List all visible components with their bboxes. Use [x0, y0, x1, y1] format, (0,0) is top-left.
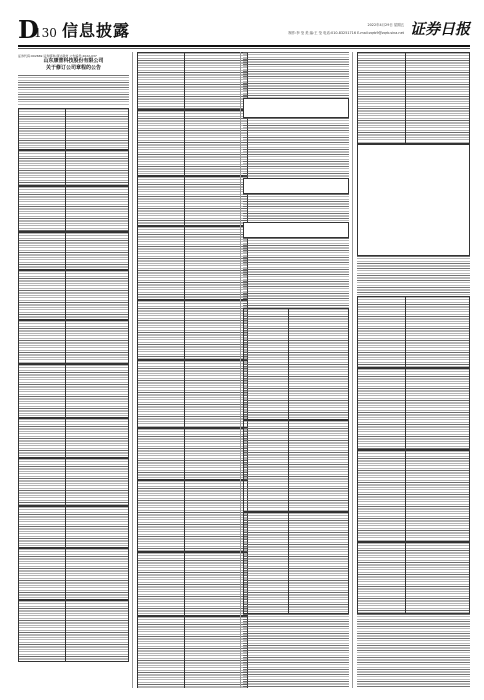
amendment-table — [357, 450, 470, 542]
amendment-table — [357, 296, 470, 368]
amendment-table — [137, 176, 248, 226]
body-text — [18, 75, 129, 105]
notice-title: 关于修订公司章程的公告 — [45, 65, 101, 71]
amendment-table — [357, 368, 470, 450]
amendment-table — [18, 232, 129, 270]
page-letter: D — [18, 15, 39, 44]
masthead-logo: 证券日报 — [409, 20, 470, 38]
page-header — [18, 15, 470, 44]
notice-heading — [18, 54, 129, 72]
amendment-table — [137, 300, 248, 360]
body-text — [357, 256, 470, 296]
amendment-table — [18, 320, 129, 364]
body-text — [243, 52, 349, 98]
header-rule-thin — [18, 48, 470, 49]
amendment-table — [137, 360, 248, 428]
amendment-table — [137, 480, 248, 552]
amendment-table — [137, 616, 248, 688]
column-divider — [132, 52, 133, 688]
body-text — [243, 194, 349, 222]
body-text — [243, 238, 349, 308]
column-divider — [352, 52, 353, 688]
column-3 — [243, 52, 349, 688]
amendment-table — [137, 226, 248, 300]
amendment-table — [357, 52, 470, 144]
amendment-table — [18, 418, 129, 458]
contact-line: 制作:李 莹 美 编:王 莹 电话:010-83251716 E-mail:zqrb9@zqrb.sina.net — [288, 31, 404, 35]
amendment-table — [18, 364, 129, 418]
blank-cell — [243, 178, 349, 194]
amendment-table — [243, 308, 349, 420]
amendment-table — [18, 506, 129, 548]
column-1 — [18, 52, 129, 688]
amendment-table — [18, 600, 129, 662]
amendment-table — [137, 110, 248, 176]
page-number: 130 — [34, 26, 57, 40]
blank-cell — [243, 98, 349, 118]
amendment-table — [357, 542, 470, 614]
date-line: 2022年4月29日 星期五 — [367, 23, 404, 27]
amendment-table — [243, 420, 349, 512]
body-text — [243, 118, 349, 178]
body-text — [243, 614, 349, 688]
section-title: 信息披露 — [62, 21, 131, 40]
column-divider — [240, 52, 241, 688]
amendment-table — [18, 150, 129, 186]
amendment-table — [18, 270, 129, 320]
blank-cell — [357, 144, 470, 256]
column-4 — [357, 52, 470, 688]
column-2 — [137, 52, 248, 688]
amendment-table — [243, 512, 349, 614]
blank-cell — [243, 222, 349, 238]
amendment-table — [137, 552, 248, 616]
amendment-table — [137, 428, 248, 480]
amendment-table — [18, 186, 129, 232]
company-name: 山东康普科技股份有限公司 — [43, 58, 104, 64]
amendment-table — [18, 108, 129, 150]
amendment-table — [18, 548, 129, 600]
notice-code-line: 证券代码:002669 证券简称:康达新材 公告编号:2022-037 — [18, 54, 97, 58]
header-rule — [18, 45, 470, 47]
amendment-table — [137, 52, 248, 110]
body-text — [357, 614, 470, 688]
amendment-table — [18, 458, 129, 506]
